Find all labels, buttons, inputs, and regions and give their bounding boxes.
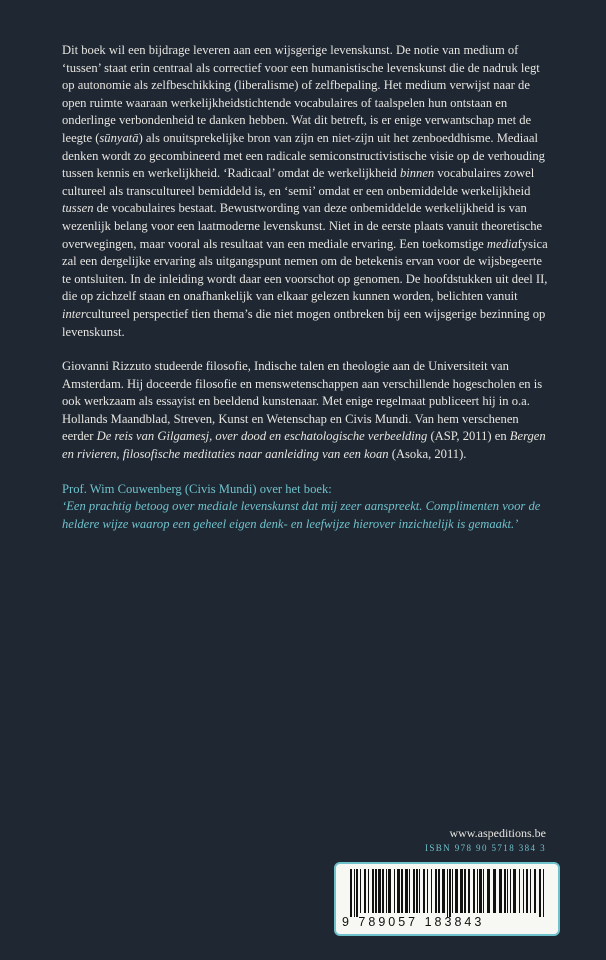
barcode-bar xyxy=(487,869,490,913)
barcode-bar xyxy=(354,869,355,917)
barcode-bar xyxy=(442,869,445,913)
barcode-bar xyxy=(455,869,458,913)
text-run: (Asoka, 2011). xyxy=(388,447,467,462)
barcode-bar xyxy=(416,869,418,913)
barcode-bar xyxy=(464,869,466,913)
italic-text-run: De reis van Gilgamesj, over dood en eschatologische verbeelding xyxy=(96,429,428,444)
barcode-bar xyxy=(543,869,544,917)
text-run: de vocabulaires bestaat. Bewustwording van deze onbemiddelde werkelijkheid is van wezenlijk belang voor een laatmoderne levenskunst. Niet in de eerste plaats vanuit theoretische overwegingen, maar vooral als resultaat van een mediale ervaring. Een toekomstige xyxy=(62,201,543,251)
barcode-bar xyxy=(405,869,408,913)
barcode xyxy=(334,862,560,936)
italic-text-run: inter xyxy=(62,306,86,321)
barcode-bar xyxy=(452,869,453,913)
barcode-bar xyxy=(530,869,531,913)
barcode-bar xyxy=(419,869,420,913)
description-paragraph xyxy=(62,42,548,341)
barcode-bar xyxy=(468,869,470,913)
text-run: ) als onuitsprekelijke bron van zijn en niet-zijn uit het zenboeddhisme. Mediaal denken wordt zo gecombineerd met een radicale semiconstructivistische visie op de verhouding tussen kennis en werkelijkheid. ‘Radicaal’ omdat de werkelijkheid xyxy=(62,130,545,181)
barcode-bar xyxy=(382,869,384,913)
barcode-digits: 9 789057 183843 xyxy=(342,915,485,929)
barcode-bar xyxy=(449,869,451,917)
text-run: (ASP, 2011) en xyxy=(427,429,510,444)
barcode-bar xyxy=(447,869,448,917)
isbn-label: ISBN 978 90 5718 384 3 xyxy=(424,843,546,853)
text-run: Giovanni Rizzuto studeerde filosofie, Indische talen en theologie aan de Universiteit van Amsterdam. Hij doceerde filosofie en menswetenschappen aan verschillende hogescholen en is ook werkzaam als essayist en beeldend kunstenaar. Met enige regelmaat publiceert hij in o.a. Hollands Maandblad, Streven, Kunst en Wetenschap en Civis Mundi. Van hem verschenen eerder xyxy=(62,359,543,444)
barcode-bar xyxy=(483,869,484,913)
barcode-bar xyxy=(534,869,536,913)
barcode-bar xyxy=(372,869,374,913)
barcode-bar xyxy=(401,869,403,913)
review-quote: ‘Een prachtig betoog over mediale levenskunst dat mij zeer aanspreekt. Complimenten voor de heldere wijze waarop een geheel eigen denk- en leefwijze hierover inzichtelijk is gemaakt.’ xyxy=(62,499,541,531)
text-run: Dit boek wil een bijdrage leveren aan een wijsgerige levenskunst. De notie van medium of ‘tussen’ staat erin centraal als correctief voor een humanistische levenskunst die de nadruk legt op autonomie als zelfbeschikking (liberalisme) of zelfbepaling. Het medium verwijst naar de open ruimte waaraan werkelijkheidstichtende vocabulaires of taalspelen hun ontstaan en onderlinge verbondenheid te danken hebben. Wat dit betreft, is er enige verwantschap met de leegte ( xyxy=(62,43,540,145)
barcode-bar xyxy=(350,869,352,917)
barcode-bar xyxy=(519,869,520,913)
barcode-bar xyxy=(388,869,391,913)
barcode-bar xyxy=(413,869,415,913)
barcode-bar xyxy=(356,869,358,917)
barcode-bar xyxy=(473,869,475,913)
barcode-bar xyxy=(368,869,369,913)
barcode-bar xyxy=(460,869,463,913)
barcode-bar xyxy=(360,869,361,913)
quote-attribution: Prof. Wim Couwenberg (Civis Mundi) over het boek: xyxy=(62,481,332,496)
barcode-bar xyxy=(507,869,508,913)
barcode-bar xyxy=(479,869,482,913)
barcode-bar xyxy=(386,869,387,913)
barcode-bar xyxy=(409,869,410,913)
barcode-bars xyxy=(350,869,544,917)
italic-text-run: binnen xyxy=(399,166,435,181)
barcode-bar xyxy=(513,869,516,913)
barcode-bar xyxy=(394,869,395,913)
text-run: vocabulaires zowel cultureel als transcultureel bemiddeld is, en ‘semi’ omdat er een onbemiddelde werkelijkheid xyxy=(62,166,535,198)
text-run: cultureel perspectief tien thema’s die niet mogen ontbreken bij een wijsgerige bezinning op levenskunst. xyxy=(62,306,546,339)
barcode-bar xyxy=(499,869,502,913)
author-bio-paragraph xyxy=(62,358,548,464)
barcode-bar xyxy=(431,869,432,913)
italic-text-run: tussen xyxy=(62,201,94,216)
barcode-bar xyxy=(378,869,381,913)
publisher-website: www.aspeditions.be xyxy=(449,826,546,840)
italic-text-run: media xyxy=(486,236,518,251)
back-cover-text xyxy=(62,42,548,533)
barcode-bar xyxy=(438,869,440,913)
barcode-bar xyxy=(526,869,528,913)
barcode-bar xyxy=(523,869,524,913)
barcode-bar xyxy=(435,869,437,913)
barcode-bar xyxy=(427,869,428,913)
barcode-bar xyxy=(493,869,496,913)
barcode-bar xyxy=(423,869,425,913)
barcode-bar xyxy=(539,869,541,917)
text-run: fysica zal een dergelijke ervaring als uitgangspunt nemen om de betekenis ervan voor de wijsbegeerte te ontsluiten. In de inleiding wordt daar een voorschot op genomen. De hoofdstukken uit deel II, die op zichzelf staan en onafhankelijk van elkaar gelezen kunnen worden, belichten vanuit xyxy=(62,236,548,304)
barcode-bar xyxy=(504,869,506,913)
barcode-bar xyxy=(364,869,366,913)
italic-text-run: Bergen en rivieren, filosofische meditaties naar aanleiding van een koan xyxy=(62,429,546,462)
barcode-bar xyxy=(397,869,400,913)
barcode-bar xyxy=(375,869,377,913)
barcode-bar xyxy=(510,869,511,913)
barcode-bar xyxy=(477,869,478,913)
italic-text-run: sūnyatā xyxy=(99,130,139,145)
